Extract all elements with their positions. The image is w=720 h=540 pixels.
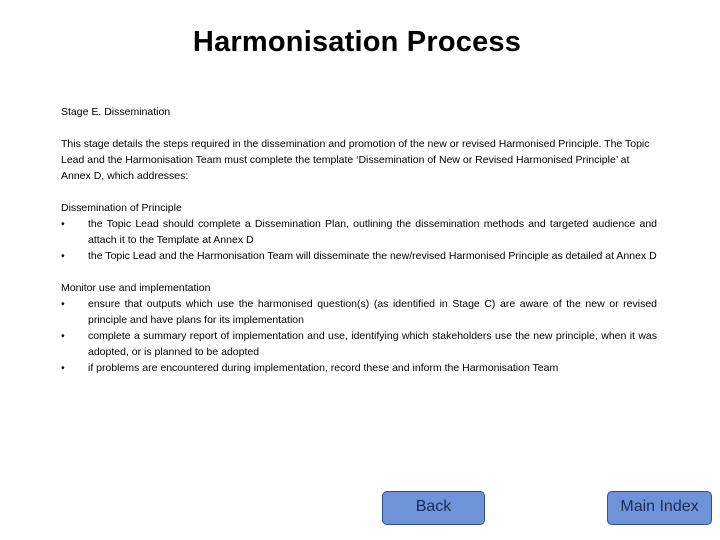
list-item-text: the Topic Lead should complete a Dissemination Plan, outlining the dissemination methods and targeted audience and attach it to the Template at Annex D	[88, 218, 657, 246]
list-item	[61, 248, 657, 264]
bullet-marker: •	[61, 218, 65, 230]
list-item	[61, 360, 657, 376]
section-monitor	[61, 280, 657, 376]
bullet-marker: •	[61, 362, 65, 374]
stage-label: Stage E. Dissemination	[61, 106, 171, 118]
intro-paragraph: This stage details the steps required in the dissemination and promotion of the new or revised Harmonised Principle. The Topic Lead and the Harmonisation Team must complete the template ‘Dissemination of New or Revised Harmonised Principle’ at Annex D, which addresses:	[61, 138, 650, 182]
list-item	[61, 328, 657, 360]
bullet-marker: •	[61, 250, 65, 262]
section-heading: Monitor use and implementation	[61, 282, 211, 294]
bullet-list	[61, 216, 657, 264]
bullet-list	[61, 296, 657, 376]
section-dissemination	[61, 200, 657, 264]
main-index-button[interactable]: Main Index	[607, 491, 712, 525]
page-title: Harmonisation Process	[192, 26, 522, 58]
section-heading: Dissemination of Principle	[61, 202, 182, 214]
list-item	[61, 296, 657, 328]
list-item-text: ensure that outputs which use the harmonised question(s) (as identified in Stage C) are aware of the new or revised principle and have plans for its implementation	[88, 298, 657, 326]
bullet-marker: •	[61, 298, 65, 310]
content-body	[61, 104, 657, 376]
list-item-text: complete a summary report of implementation and use, identifying which stakeholders use the new principle, when it was adopted, or is planned to be adopted	[88, 330, 657, 358]
list-item	[61, 216, 657, 248]
back-button[interactable]: Back	[382, 491, 485, 525]
list-item-text: the Topic Lead and the Harmonisation Team will disseminate the new/revised Harmonised Principle as detailed at Annex D	[88, 250, 657, 262]
bullet-marker: •	[61, 330, 65, 342]
list-item-text: if problems are encountered during implementation, record these and inform the Harmonisation Team	[88, 362, 559, 374]
